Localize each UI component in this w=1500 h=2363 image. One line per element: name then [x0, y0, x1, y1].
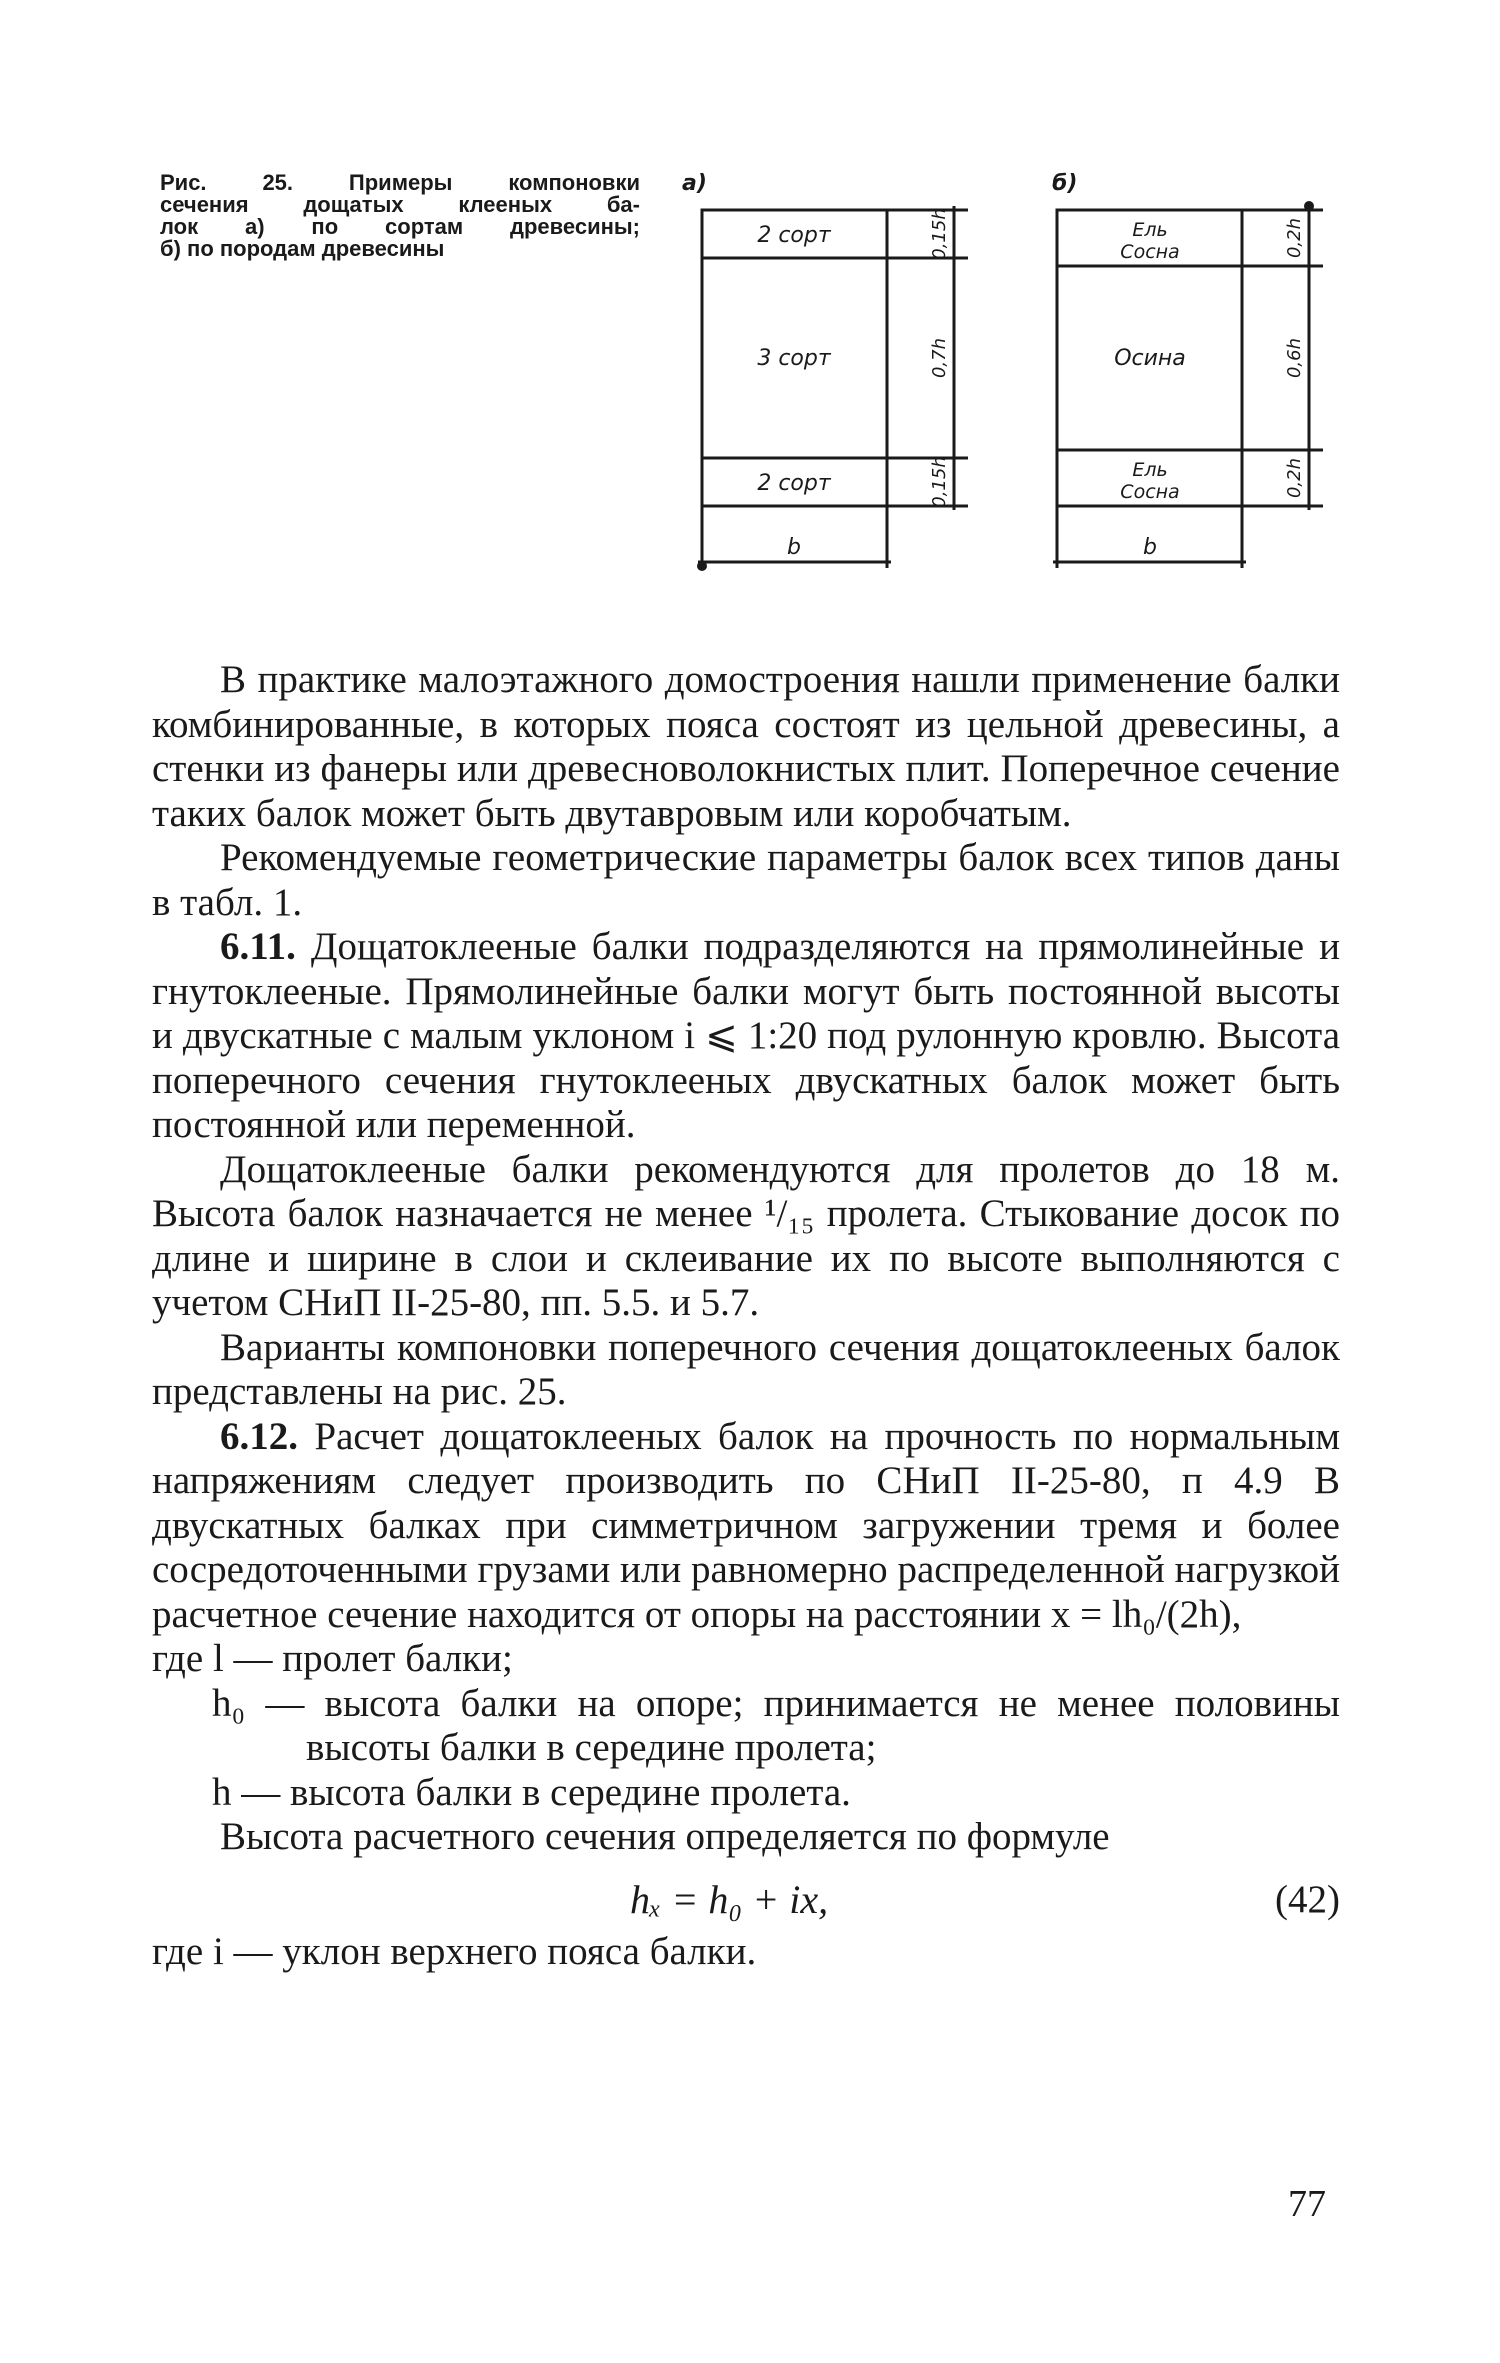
figure-label-b: б) — [1052, 171, 1078, 196]
formula: hₓ = h₀ + ix, — [630, 1876, 829, 1922]
width-label: b — [1143, 535, 1157, 560]
paragraph: где i — уклон верхнего пояса балки. — [152, 1929, 757, 1973]
caption-line: б) по породам древесины — [160, 236, 445, 261]
page-number: 77 — [1288, 2183, 1326, 2225]
dimension-label: 0,2h — [1284, 217, 1305, 259]
paragraph: В практике малоэтажного домостроения нашли применение балки комбинированные, в которых пояса состоят из цельной древесины, а стенки из фанеры или древесноволокнистых плит. Поперечное сечение таких балок может быть двутавровым или коробчатым. — [152, 658, 1340, 835]
caption-line: сечения дощатых клееных ба- — [160, 192, 640, 217]
figure-25-diagram — [660, 160, 1340, 600]
dimension-label: 0,7h — [929, 337, 950, 379]
dimension-dot — [1304, 201, 1314, 211]
dimension-label: 0,6h — [1284, 337, 1305, 379]
layer-label: Сосна — [1120, 481, 1180, 503]
section-paragraph — [152, 925, 1340, 1148]
layer-label: 2 сорт — [757, 223, 831, 248]
definition-line: h — высота балки в середине пролета. — [212, 1770, 851, 1814]
body-text — [152, 658, 1340, 1974]
paragraph-text: Дощатоклееные балки подразделяются на прямолинейные и гнутоклееные. Прямолинейные балки могут быть постоянной высоты и двускатные с малым уклоном i ⩽ 1:20 под рулонную кровлю. Высота поперечного сечения гнутоклееных двускатных балок может быть постоянной или переменной. — [152, 925, 1341, 1146]
formula-row — [152, 1878, 1340, 1930]
dimension-dot — [697, 561, 707, 571]
paragraph: Дощатоклееные балки рекомендуются для пролетов до 18 м. Высота балок назначается не менее ¹/₁₅ пролета. Стыкование досок по длине и ширине в слои и склеивание их по высоте выполняются с учетом СНиП II-25-80, пп. 5.5. и 5.7. — [152, 1147, 1340, 1324]
figure-label-a: а) — [682, 171, 707, 196]
paragraph: Высота расчетного сечения определяется по формуле — [220, 1815, 1110, 1858]
definition-line: h₀ — высота балки на опоре; принимается не менее половины высоты балки в середине пролета; — [212, 1681, 1340, 1769]
layer-label: 2 сорт — [757, 471, 831, 496]
dimension-label: 0,2h — [1284, 457, 1305, 499]
section-number: 6.12. — [220, 1414, 298, 1458]
paragraph: Рекомендуемые геометрические параметры балок всех типов даны в табл. 1. — [152, 836, 1340, 924]
layer-label: 3 сорт — [757, 346, 831, 371]
caption-line: Рис. 25. Примеры компоновки — [160, 170, 640, 195]
caption-line: лок а) по сортам древесины; — [160, 214, 640, 239]
definition-line: где l — пролет балки; — [152, 1637, 513, 1680]
figure-caption — [160, 172, 640, 260]
width-label: b — [787, 535, 801, 560]
dimension-label: 0,15h — [929, 208, 950, 260]
layer-label: Ель — [1132, 219, 1168, 241]
dimension-label: 0,15h — [929, 456, 950, 508]
section-paragraph — [152, 1415, 1340, 1638]
layer-label: Осина — [1114, 346, 1186, 371]
formula-number: (42) — [1275, 1877, 1340, 1921]
section-number: 6.11. — [220, 925, 296, 968]
layer-label: Сосна — [1120, 241, 1180, 263]
paragraph-text: Расчет дощатоклееных балок на прочность по нормальным напряжениям следует производить по СНиП II-25-80, п 4.9 В двускатных балках при симметричном загружении тремя и более сосредоточенными грузами или равномерно распределенной нагрузкой расчетное сечение находится от опоры на расстоянии x = lh₀/(2h), — [152, 1414, 1340, 1636]
paragraph: Варианты компоновки поперечного сечения дощатоклееных балок представлены на рис. 25. — [152, 1325, 1340, 1413]
layer-label: Ель — [1132, 459, 1168, 481]
